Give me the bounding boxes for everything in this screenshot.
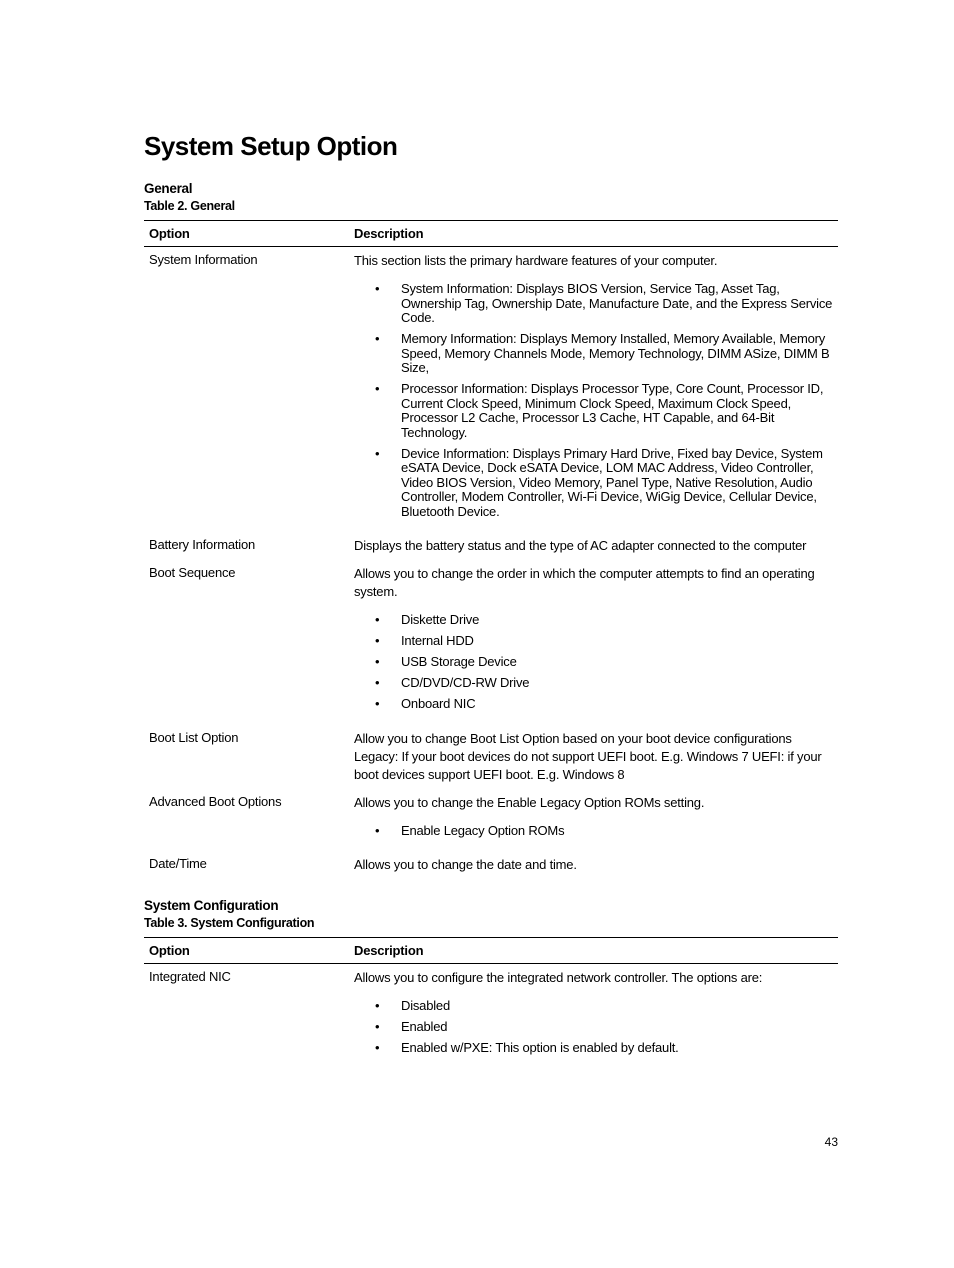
description-text: Allows you to configure the integrated network controller. The options are:	[354, 970, 763, 985]
column-header-description: Description	[349, 221, 838, 247]
table-header-row	[144, 938, 838, 964]
table-row	[144, 560, 838, 725]
list-item: • Internal HDD	[375, 633, 474, 648]
description-text: Displays the battery status and the type of AC adapter connected to the computer	[354, 538, 807, 553]
table-row	[144, 964, 838, 1069]
column-header-option: Option	[144, 938, 349, 964]
option-cell: Integrated NIC	[149, 969, 231, 984]
section-general	[144, 180, 838, 879]
list-item: • CD/DVD/CD-RW Drive	[375, 675, 530, 690]
list-item: • USB Storage Device	[375, 654, 517, 669]
list-item: • Onboard NIC	[375, 696, 476, 711]
description-text: Allow you to change Boot List Option based on your boot device configurations Legacy: If your boot devices do not support UEFI boot. E.g. Windows 7 UEFI: if your boot devices support UEFI boot. E.g. Windows 8	[354, 730, 822, 782]
bullet-list	[354, 613, 833, 712]
description-cell	[349, 247, 838, 533]
list-item: • Enabled w/PXE: This option is enabled by default.	[375, 1040, 679, 1055]
table-row	[144, 532, 838, 560]
option-cell: Boot List Option	[149, 729, 239, 745]
list-item: • System Information: Displays BIOS Version, Service Tag, Asset Tag, Ownership Tag, Ownership Date, Manufacture Date, and the Express Service Code.	[375, 281, 833, 325]
section-heading: System Configuration	[144, 898, 279, 913]
table-caption: Table 2. General	[144, 199, 235, 213]
table-row	[144, 789, 838, 852]
description-cell	[349, 725, 838, 789]
bullet-list	[354, 282, 833, 519]
page-content	[144, 128, 838, 1069]
description-cell	[349, 851, 838, 879]
option-cell: Battery Information	[149, 537, 256, 552]
option-cell: System Information	[149, 252, 258, 267]
system-configuration-table	[144, 937, 838, 1069]
description-cell	[349, 532, 838, 560]
description-text: This section lists the primary hardware features of your computer.	[354, 253, 718, 268]
table-header-row	[144, 221, 838, 247]
list-item: • Memory Information: Displays Memory Installed, Memory Available, Memory Speed, Memory Channels Mode, Memory Technology, DIMM ASize, DIMM B Size,	[375, 331, 830, 375]
description-text: Allows you to change the date and time.	[354, 857, 577, 872]
page-title: System Setup Option	[144, 131, 398, 161]
description-cell	[349, 789, 838, 852]
list-item: • Disabled	[375, 998, 450, 1013]
table-row	[144, 851, 838, 879]
option-cell: Date/Time	[149, 856, 207, 871]
description-text: Allows you to change the Enable Legacy Option ROMs setting.	[354, 794, 705, 810]
option-cell: Boot Sequence	[149, 565, 236, 580]
bullet-list	[354, 999, 833, 1056]
list-item: • Enable Legacy Option ROMs	[375, 822, 565, 838]
list-item: • Diskette Drive	[375, 612, 480, 627]
page-number: 43	[824, 1135, 838, 1149]
bullet-list	[354, 824, 833, 839]
description-cell	[349, 964, 838, 1069]
table-row	[144, 247, 838, 533]
description-text: Allows you to change the order in which the computer attempts to find an operating system.	[354, 566, 815, 599]
table-row	[144, 725, 838, 789]
column-header-description: Description	[349, 938, 838, 964]
list-item: • Device Information: Displays Primary Hard Drive, Fixed bay Device, System eSATA Device, Dock eSATA Device, LOM MAC Address, Video Controller, Video BIOS Version, Video Memory, Panel Type, Native Resolution, Audio Controller, Modem Controller, Wi-Fi Device, WiGig Device, Cellular Device, Bluetooth Device.	[375, 445, 823, 519]
list-item: • Processor Information: Displays Processor Type, Core Count, Processor ID, Current Clock Speed, Minimum Clock Speed, Maximum Clock Speed, Processor L2 Cache, Processor L3 Cache, HT Capable, and 64-Bit Technology.	[375, 381, 824, 440]
section-system-configuration	[144, 897, 838, 1069]
list-item: • Enabled	[375, 1019, 448, 1034]
section-heading: General	[144, 181, 193, 196]
option-cell: Advanced Boot Options	[149, 793, 282, 809]
general-table	[144, 220, 838, 879]
column-header-option: Option	[144, 221, 349, 247]
description-cell	[349, 560, 838, 725]
table-caption: Table 3. System Configuration	[144, 916, 315, 930]
